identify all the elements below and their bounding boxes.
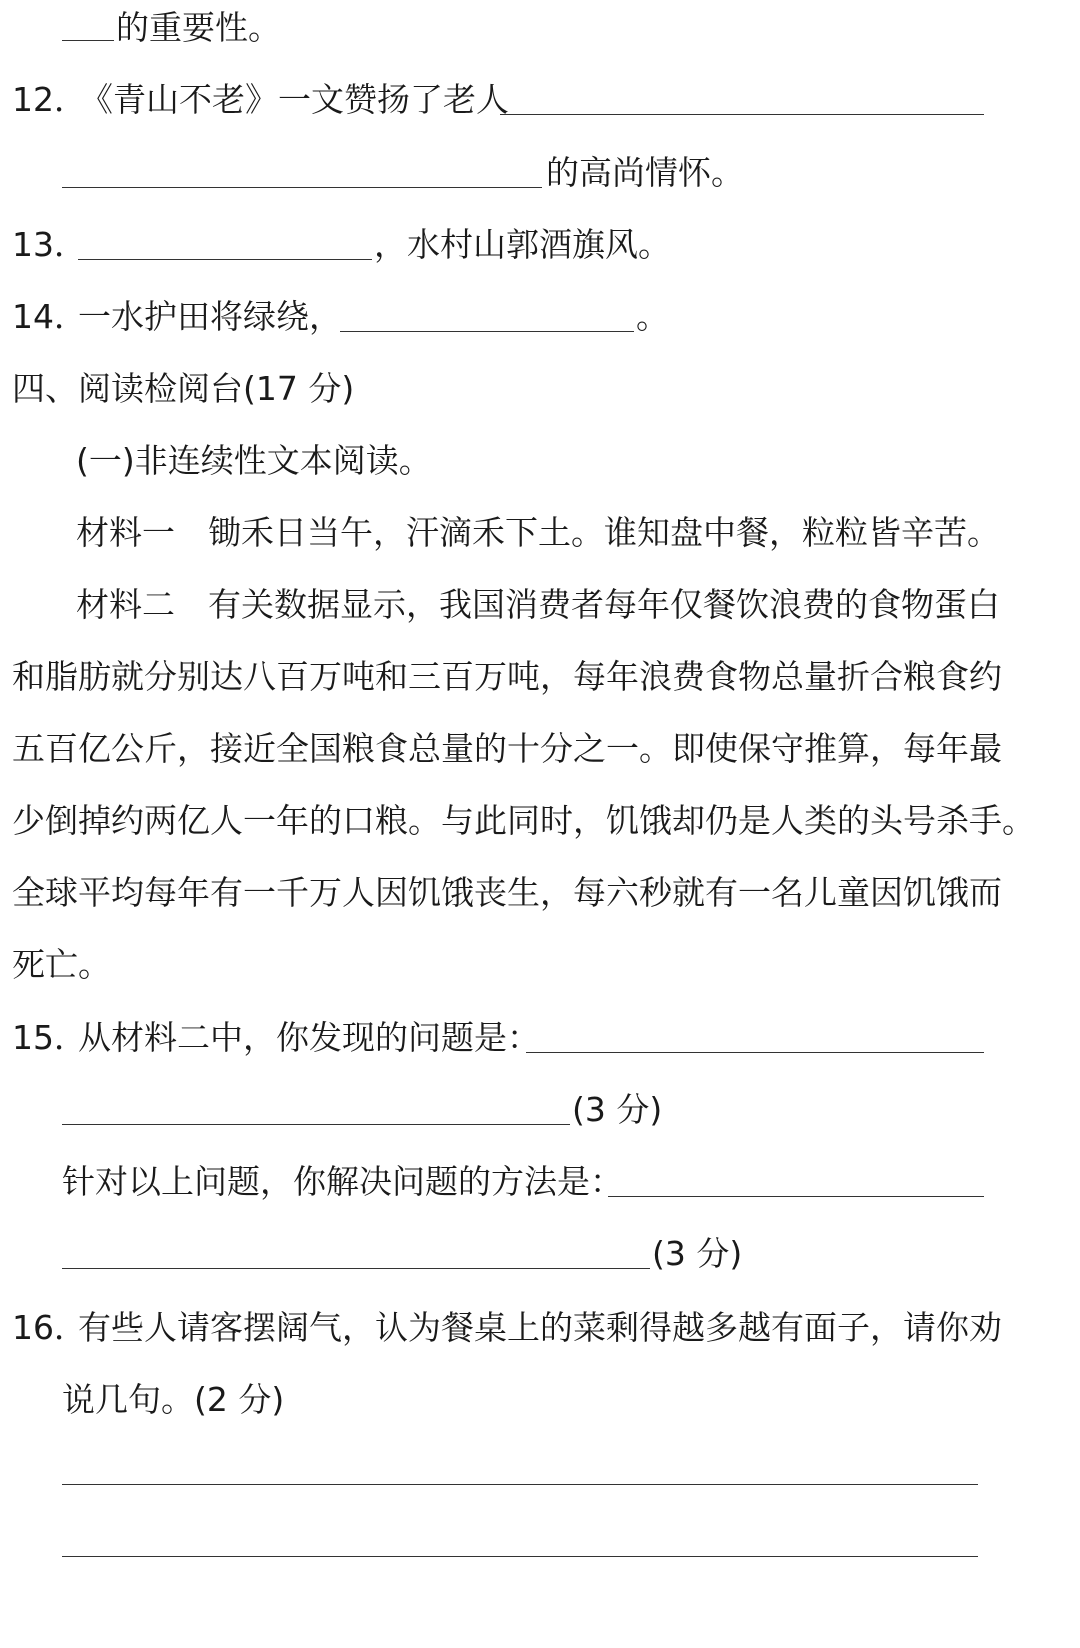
- line-text: 的重要性。: [116, 8, 281, 47]
- answer-blank[interactable]: [62, 1268, 650, 1269]
- answer-blank[interactable]: [62, 187, 542, 188]
- question-number: 14．: [12, 297, 87, 336]
- question-text: 针对以上问题，你解决问题的方法是：: [62, 1162, 623, 1201]
- answer-line[interactable]: [62, 1556, 978, 1557]
- question-12-cont: [0, 145, 1080, 201]
- answer-blank[interactable]: [62, 40, 114, 41]
- question-12: [0, 72, 1080, 128]
- question-text: 一水护田将绿绕，: [78, 297, 342, 336]
- score-label: (3 分): [572, 1090, 663, 1129]
- question-15-part2: [0, 1154, 1080, 1210]
- material-2-line: [0, 793, 1080, 849]
- material-2-line: [0, 865, 1080, 921]
- question-15-cont: [0, 1082, 1080, 1138]
- line-continuation: [0, 0, 1080, 56]
- material-text: 材料二 有关数据显示，我国消费者每年仅餐饮浪费的食物蛋白: [76, 585, 1000, 624]
- question-16: [0, 1300, 1080, 1356]
- material-text: 死亡。: [12, 945, 111, 984]
- question-text: 的高尚情怀。: [546, 153, 744, 192]
- question-15: [0, 1010, 1080, 1066]
- question-number: 12．: [12, 80, 87, 119]
- material-2-line: [0, 721, 1080, 777]
- question-16-cont: [0, 1372, 1080, 1428]
- material-text: 材料一 锄禾日当午，汗滴禾下土。谁知盘中餐，粒粒皆辛苦。: [76, 513, 1000, 552]
- question-number: 15．: [12, 1018, 87, 1057]
- material-1: [0, 505, 1080, 561]
- material-text: 少倒掉约两亿人一年的口粮。与此同时，饥饿却仍是人类的头号杀手。: [12, 801, 1035, 840]
- material-2-line: [0, 577, 1080, 633]
- answer-blank[interactable]: [340, 331, 634, 332]
- answer-blank[interactable]: [526, 1052, 984, 1053]
- answer-blank[interactable]: [78, 259, 372, 260]
- answer-blank[interactable]: [608, 1196, 984, 1197]
- question-text: ，水村山郭酒旗风。: [374, 225, 671, 264]
- question-15-part2-cont: [0, 1226, 1080, 1282]
- question-13: [0, 217, 1080, 273]
- material-2-line: [0, 937, 1080, 993]
- question-text: 有些人请客摆阔气，认为餐桌上的菜剩得越多越有面子，请你劝: [78, 1308, 1002, 1347]
- answer-blank[interactable]: [500, 114, 984, 115]
- section-heading: [0, 361, 1080, 417]
- question-text: 《青山不老》一文赞扬了老人: [80, 80, 509, 119]
- answer-blank[interactable]: [62, 1124, 570, 1125]
- score-label: (3 分): [652, 1234, 743, 1273]
- question-14: [0, 289, 1080, 345]
- question-text-end: 。: [636, 297, 669, 336]
- material-text: 和脂肪就分别达八百万吨和三百万吨，每年浪费食物总量折合粮食约: [12, 657, 1002, 696]
- material-text: 全球平均每年有一千万人因饥饿丧生，每六秒就有一名儿童因饥饿而: [12, 873, 1002, 912]
- subsection-title: (一)非连续性文本阅读。: [76, 441, 432, 480]
- subsection-heading: [0, 433, 1080, 489]
- answer-line[interactable]: [62, 1484, 978, 1485]
- material-2-line: [0, 649, 1080, 705]
- question-text: 从材料二中，你发现的问题是：: [78, 1018, 540, 1057]
- question-number: 16．: [12, 1308, 87, 1347]
- section-title: 四、阅读检阅台(17 分): [12, 369, 355, 408]
- material-text: 五百亿公斤，接近全国粮食总量的十分之一。即使保守推算，每年最: [12, 729, 1002, 768]
- question-number: 13．: [12, 225, 87, 264]
- question-text: 说几句。(2 分): [62, 1380, 285, 1419]
